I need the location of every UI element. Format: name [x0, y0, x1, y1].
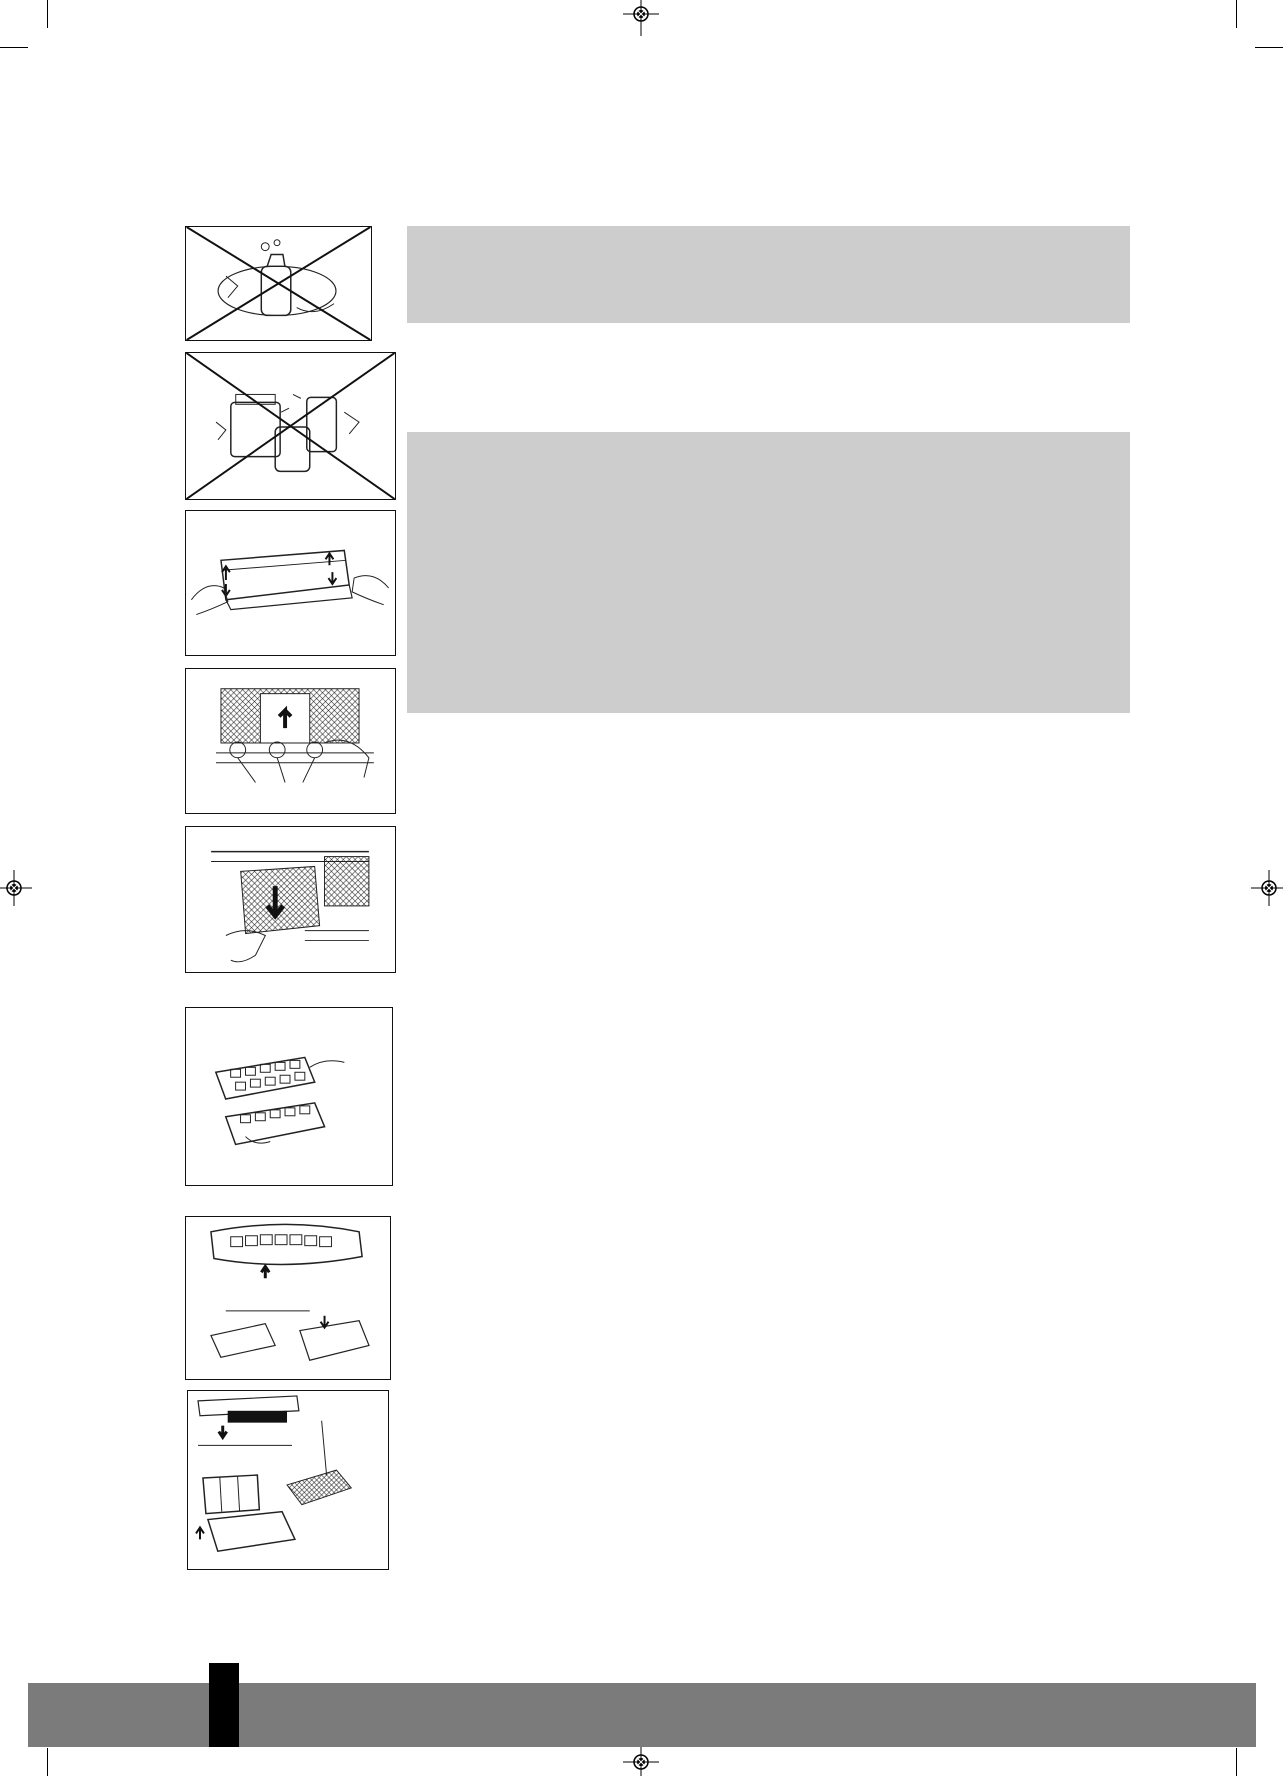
- figure-clean-filter: [185, 1007, 393, 1186]
- figure-no-spray: [185, 226, 372, 341]
- note-box-top: [407, 226, 1130, 323]
- crop-mark-tl-h: [0, 47, 28, 48]
- figure-no-chemicals: [185, 352, 396, 500]
- registration-mark-left-icon: [0, 870, 32, 906]
- registration-mark-top-icon: [623, 0, 659, 36]
- lift-filter-icon: [186, 669, 395, 813]
- crop-mark-bl-v: [47, 1748, 48, 1776]
- crop-mark-tr-h: [1255, 47, 1283, 48]
- replace-filter-icon: [188, 1391, 388, 1569]
- figure-replace-filter: [187, 1390, 389, 1570]
- crop-mark-tr-v: [1236, 0, 1237, 28]
- open-front-panel-icon: [186, 511, 395, 655]
- figure-pull-filter-down: [185, 826, 396, 973]
- clean-filter-icon: [186, 1008, 392, 1185]
- note-box-middle: [407, 432, 1130, 713]
- crop-mark-br-v: [1236, 1748, 1237, 1776]
- crop-mark-tl-v: [47, 0, 48, 28]
- pull-filter-down-icon: [186, 827, 395, 972]
- figure-remove-filter-frames: [185, 1216, 391, 1380]
- figure-open-front-panel: [185, 510, 396, 656]
- no-spray-icon: [186, 227, 371, 340]
- footer-tab: [209, 1663, 239, 1747]
- registration-mark-right-icon: [1251, 870, 1283, 906]
- figure-lift-filter: [185, 668, 396, 814]
- remove-filter-frames-icon: [186, 1217, 390, 1379]
- no-chemicals-icon: [186, 353, 395, 499]
